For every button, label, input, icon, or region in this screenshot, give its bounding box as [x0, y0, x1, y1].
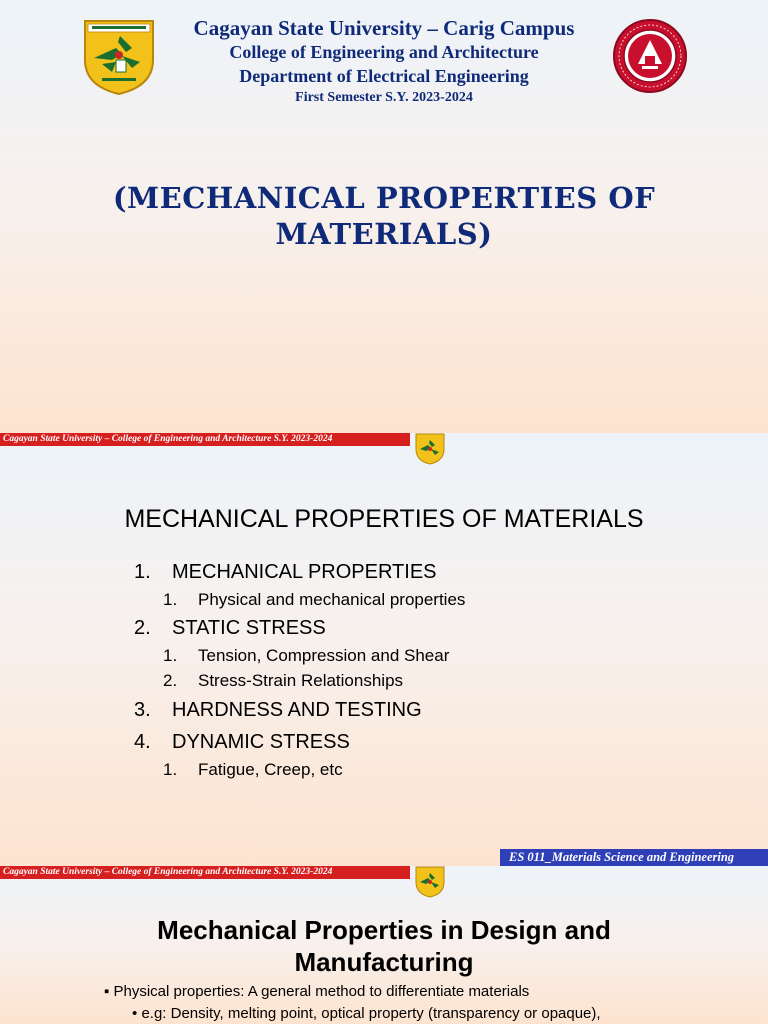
college-name: College of Engineering and Architecture [229, 42, 539, 62]
bullet-text: e.g: Density, melting point, optical property (transparency or opaque), [141, 1005, 601, 1022]
university-seal-icon [414, 433, 446, 465]
footer-band [0, 866, 410, 879]
outline-subitem [163, 646, 449, 666]
outline-number: 4. [134, 731, 151, 753]
slide-2 [0, 433, 768, 866]
outline-subitem [163, 671, 403, 691]
slide-1 [0, 0, 768, 433]
outline-item-1 [134, 561, 437, 584]
outline-number: 1. [134, 561, 151, 583]
outline-label: STATIC STRESS [172, 617, 326, 639]
outline-item-4 [134, 731, 350, 754]
presentation-title [0, 180, 768, 252]
outline-label: Stress-Strain Relationships [198, 671, 404, 690]
slide-3 [0, 866, 768, 1024]
outline-number: 1. [163, 760, 178, 779]
outline-item-2 [134, 617, 326, 640]
footer-band [0, 433, 410, 446]
footer-text: Cagayan State University – College of Engineering and Architecture S.Y. 2023-2024 [3, 867, 333, 877]
outline-item-3 [134, 699, 422, 722]
outline-subitem [163, 760, 343, 780]
outline-number: 2. [134, 617, 151, 639]
slide-title: MECHANICAL PROPERTIES OF MATERIALS [124, 505, 644, 533]
bullet-item [104, 983, 529, 1000]
outline-label: Fatigue, Creep, etc [198, 760, 343, 779]
outline-number: 1. [163, 646, 178, 665]
outline-number: 2. [163, 671, 178, 690]
course-tag [500, 849, 768, 866]
outline-label: Physical and mechanical properties [198, 590, 466, 609]
course-tag-text: ES 011_Materials Science and Engineering [509, 850, 735, 864]
bullet-marker: • [132, 1005, 138, 1022]
semester-label: First Semester S.Y. 2023-2024 [295, 90, 473, 105]
department-name: Department of Electrical Engineering [239, 66, 529, 86]
outline-label: HARDNESS AND TESTING [172, 699, 422, 721]
bullet-item [132, 1005, 601, 1022]
slide-title [0, 914, 768, 978]
bullet-text: Physical properties: A general method to differentiate materials [113, 983, 530, 1000]
bullet-marker: ▪ [104, 983, 110, 1000]
title-line-2: Manufacturing [294, 947, 474, 977]
engineering-college-seal-logo [612, 18, 688, 94]
title-line-1: Mechanical Properties in Design and [157, 915, 611, 945]
outline-label: Tension, Compression and Shear [198, 646, 450, 665]
university-name: Cagayan State University – Carig Campus [193, 16, 575, 40]
outline-number: 3. [134, 699, 151, 721]
outline-number: 1. [163, 590, 178, 609]
university-seal-icon [414, 866, 446, 898]
outline-label: MECHANICAL PROPERTIES [172, 561, 437, 583]
footer-text: Cagayan State University – College of Engineering and Architecture S.Y. 2023-2024 [3, 434, 333, 444]
title-line-1: (MECHANICAL PROPERTIES OF [112, 181, 656, 215]
outline-subitem [163, 590, 465, 610]
outline-label: DYNAMIC STRESS [172, 731, 350, 753]
title-line-2: MATERIALS) [275, 217, 493, 251]
